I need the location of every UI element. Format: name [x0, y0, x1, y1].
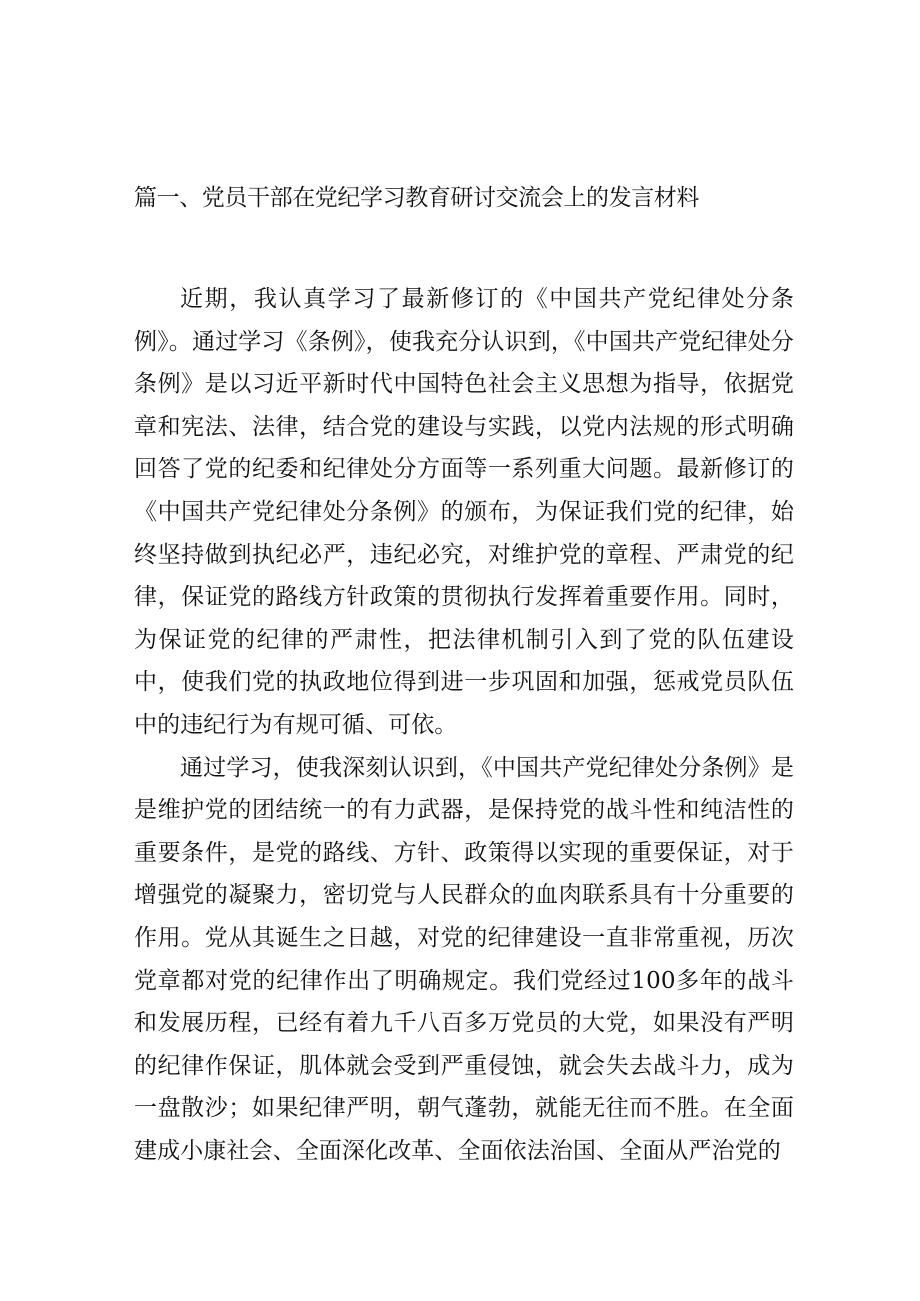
- document-body: [134, 278, 794, 1172]
- paragraph-2: 通过学习，使我深刻认识到，《中国共产党纪律处分条例》是是维护党的团结统一的有力武器，是保持党的战斗性和纯洁性的重要条件，是党的路线、方针、政策得以实现的重要保证，对于增强党的凝聚力，密切党与人民群众的血肉联系具有十分重要的作用。党从其诞生之日越，对党的纪律建设一直非常重视，历次党章都对党的纪律作出了明确规定。我们党经过100多年的战斗和发展历程，已经有着九千八百多万党员的大党，如果没有严明的纪律作保证，肌体就会受到严重侵蚀，就会失去战斗力，成为一盘散沙；如果纪律严明，朝气蓬勃，就能无往而不胜。在全面建成小康社会、全面深化改革、全面依法治国、全面从严治党的: [134, 754, 794, 1164]
- document-title: 篇一、党员干部在党纪学习教育研讨交流会上的发言材料: [134, 185, 700, 211]
- paragraph-1: 近期，我认真学习了最新修订的《中国共产党纪律处分条例》。通过学习《条例》，使我充分认识到，《中国共产党纪律处分条例》是以习近平新时代中国特色社会主义思想为指导，依据党章和宪法、法律，结合党的建设与实践，以党内法规的形式明确回答了党的纪委和纪律处分方面等一系列重大问题。最新修订的《中国共产党纪律处分条例》的颁布，为保证我们党的纪律，始终坚持做到执纪必严，违纪必究，对维护党的章程、严肃党的纪律，保证党的路线方针政策的贯彻执行发挥着重要作用。同时，为保证党的纪律的严肃性，把法律机制引入到了党的队伍建设中，使我们党的执政地位得到进一步巩固和加强，惩戒党员队伍中的违纪行为有规可循、可依。: [134, 286, 794, 738]
